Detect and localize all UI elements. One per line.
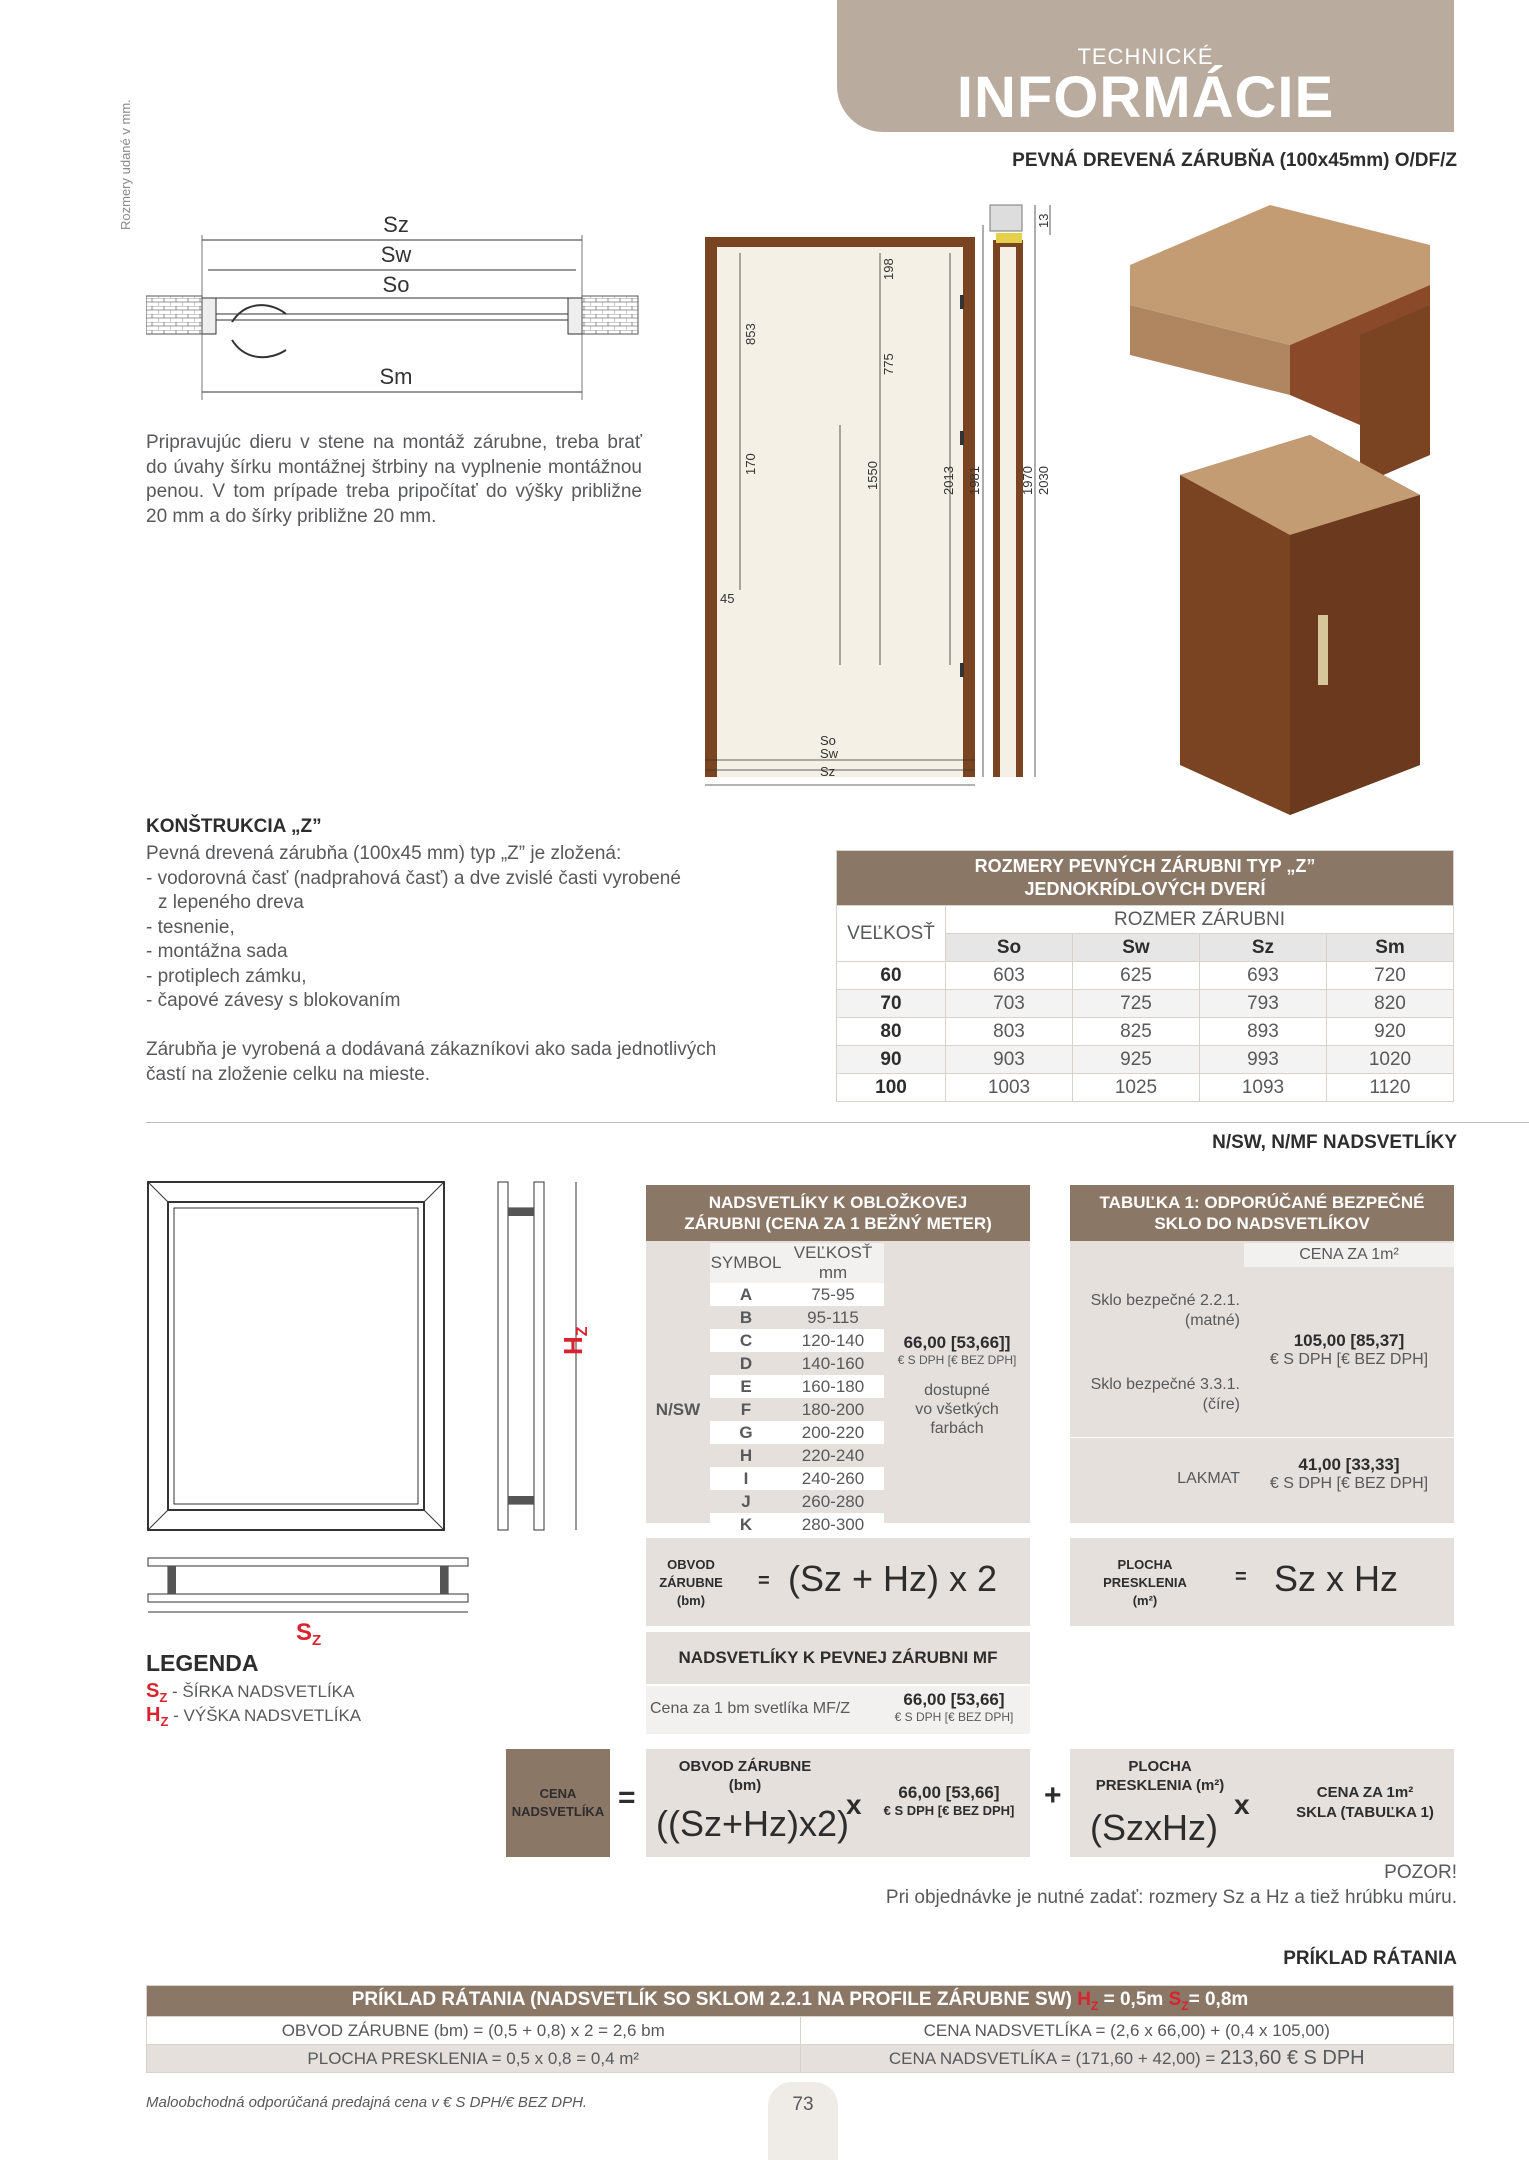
nsw-type: N/SW — [655, 1399, 701, 1419]
plan-so-label: So — [382, 272, 410, 297]
table-row: OBVOD ZÁRUBNE (bm) = (0,5 + 0,8) x 2 = 2,6 bm CENA NADSVETLÍKA = (2,6 x 66,00) + (0,4 x 105,00) — [147, 2017, 1454, 2045]
example-table — [146, 1985, 1454, 2073]
dim-853: 853 — [743, 323, 758, 345]
sz-dim-label: $S_Z$ — [296, 1619, 322, 1649]
plan-drawing — [146, 210, 646, 410]
dims-group-header: ROZMER ZÁRUBNI — [946, 906, 1454, 934]
mf-table — [646, 1632, 1030, 1734]
example-table-title: PRÍKLAD RÁTANIA (NADSVETLÍK SO SKLOM 2.2.1 NA PROFILE ZÁRUBNE SW) $H_Z = 0,5m$ $S_Z= 0,8m$ — [147, 1986, 1454, 2017]
table-row: 70 703 725 793 820 — [837, 990, 1454, 1018]
dim-775: 775 — [881, 353, 896, 375]
dims-col-so: So — [946, 934, 1073, 962]
table-row: K 280-300 — [646, 1513, 1030, 1536]
obl-price: 66,00 [53,66]] — [903, 1333, 1011, 1352]
glass-221: Sklo bezpečné 2.2.1. (matné) — [1090, 1292, 1240, 1329]
plan-sz-label: Sz — [383, 212, 409, 237]
construction-line: Pevná drevená zárubňa (100x45 mm) typ „Z” je zložená: — [146, 843, 622, 864]
dimensions-table — [836, 850, 1454, 1102]
elev-sw-label: Sw — [820, 746, 839, 761]
frame-photo — [1120, 205, 1440, 815]
table-row: J 260-280 — [741, 1491, 865, 1511]
formula-area-expr: (SzxHz) — [1090, 1807, 1218, 1848]
plan-sw-label: Sw — [380, 242, 412, 267]
construction-line: - protiplech zámku, — [146, 965, 307, 987]
product-title: PEVNÁ DREVENÁ ZÁRUBŇA (100x45mm) O/DF/Z — [1012, 150, 1457, 171]
glass-table-title: TABUĽKA 1: ODPORÚČANÉ BEZPEČNÉ SKLO DO NADSVETLÍKOV — [1070, 1185, 1454, 1241]
construction-line: - tesnenie, — [146, 916, 235, 938]
construction-line: častí na zloženie celku na mieste. — [146, 1063, 431, 1085]
obl-price-note: € S DPH [€ BEZ DPH] — [897, 1353, 1017, 1367]
legend-sz: $S_Z$ - ŠÍRKA NADSVETLÍKA — [146, 1680, 355, 1705]
table-row: 90 903 925 993 1020 — [837, 1046, 1454, 1074]
obl-table-title: NADSVETLÍKY K OBLOŽKOVEJ ZÁRUBNI (CENA ZA 1 BEŽNÝ METER) — [646, 1185, 1030, 1241]
dim-13: 13 — [1036, 213, 1051, 228]
table-row: PLOCHA PRESKLENIA = 0,5 x 0,8 = 0,4 m² CENA NADSVETLÍKA = (171,60 + 42,00) = 213,60 € S DPH — [147, 2045, 1454, 2073]
price-formula: CENA NADSVETLÍKA = OBVOD ZÁRUBNE (bm) ((Sz+Hz)x2) x 66,00 [53,66] € S DPH [€ BEZ DPH] + PLOCHA PRESKLENIA (m²) (SzxHz) x CENA ZA 1m² SKLA (TABUĽKA 1) — [506, 1749, 1454, 1857]
formula-glass-price-label: CENA ZA 1m² SKLA (TABUĽKA 1) — [1296, 1784, 1434, 1821]
table-row: A 75-95 — [646, 1283, 1030, 1306]
dims-size-header: VEĽKOSŤ — [837, 906, 946, 962]
order-warning: POZOR! Pri objednávke je nutné zadať: rozmery Sz a Hz a tiež hrúbku múru. — [885, 1862, 1457, 1908]
glass-331: Sklo bezpečné 3.3.1. (číre) — [1090, 1376, 1240, 1413]
table-row: N/SW F 180-200 — [646, 1398, 1030, 1421]
dim-1981: 1981 — [967, 466, 982, 495]
dims-col-sm: Sm — [1326, 934, 1453, 962]
footer-note: Maloobchodná odporúčaná predajná cena v € S DPH/€ BEZ DPH. — [146, 2094, 588, 2111]
dim-2013: 2013 — [941, 466, 956, 495]
dim-1970: 1970 — [1020, 466, 1035, 495]
example-section-title: PRÍKLAD RÁTANIA — [1283, 1948, 1457, 1969]
header-line2: INFORMÁCIE — [956, 65, 1335, 130]
table-row: E 160-180 — [646, 1375, 1030, 1398]
section-transoms-title: N/SW, N/MF NADSVETLÍKY — [1212, 1132, 1457, 1153]
construction-line: - montážna sada — [146, 941, 288, 962]
obl-table — [646, 1185, 1030, 1534]
formula-perimeter-expr: ((Sz+Hz)x2) — [656, 1803, 850, 1844]
dim-2030: 2030 — [1036, 466, 1051, 495]
elev-sz-label: Sz — [820, 764, 836, 779]
construction-line — [146, 1014, 716, 1039]
section-divider — [146, 1122, 1529, 1123]
glass-price-header: CENA ZA 1m² — [1244, 1243, 1454, 1267]
dim-170: 170 — [743, 453, 758, 475]
header-tab — [837, 0, 1454, 132]
elev-so-label: So — [820, 733, 836, 748]
table-row: 80 803 825 893 920 — [837, 1018, 1454, 1046]
obl-availability: dostupné vo všetkých farbách — [915, 1382, 999, 1437]
size-header: VEĽKOSŤ mm — [782, 1243, 884, 1283]
formula-rate: 66,00 [53,66] € S DPH [€ BEZ DPH] — [883, 1783, 1015, 1818]
legend-title: LEGENDA — [146, 1650, 259, 1676]
formula-perimeter: OBVOD ZÁRUBNE (bm) = (Sz + Hz) x 2 — [646, 1538, 1030, 1626]
construction-line: - čapové závesy s blokovaním — [146, 990, 401, 1011]
page-number-tab — [768, 2082, 838, 2160]
dims-col-sw: Sw — [1072, 934, 1199, 962]
page-number: 73 — [792, 2094, 814, 2115]
table-row: H 220-240 — [739, 1445, 865, 1465]
intro-paragraph: Pripravujúc dieru v stene na montáž zárubne, treba brať do úvahy šírku montážnej štrbiny na vyplnenie montážnou penou. V tom prípade treba pripočítať do výšky približne 20 mm a do šírky približne 20 mm. — [146, 432, 642, 527]
perimeter-expression: (Sz + Hz) x 2 — [788, 1558, 998, 1599]
construction-line: - vodorovná časť (nadprahová časť) a dve zvislé časti vyrobené — [146, 867, 681, 889]
table-row: G 200-220 — [646, 1421, 1030, 1444]
plan-sm-label: Sm — [379, 364, 413, 389]
transom-drawing — [146, 1180, 606, 1650]
dim-1550: 1550 — [865, 461, 880, 490]
dim-198: 198 — [881, 258, 896, 280]
table-row: B 95-115 — [739, 1307, 859, 1327]
hz-dim-label: HZ — [558, 1326, 591, 1355]
legend-hz: $H_Z$ - VÝŠKA NADSVETLÍKA — [146, 1704, 362, 1729]
table-row: 100 1003 1025 1093 1120 — [837, 1074, 1454, 1102]
formula-area: PLOCHA PRESKLENIA (m²) = Sz x Hz — [1070, 1538, 1454, 1626]
mf-label: Cena za 1 bm svetlíka MF/Z — [650, 1700, 851, 1717]
obl-price-block — [884, 1333, 1030, 1438]
dims-col-sz: Sz — [1199, 934, 1326, 962]
construction-list — [146, 842, 716, 1087]
construction-line: Zárubňa je vyrobená a dodávaná zákazníkovi ako sada jednotlivých — [146, 1039, 717, 1060]
header-line1: TECHNICKÉ — [1077, 44, 1214, 69]
glass-table — [1070, 1185, 1454, 1523]
units-note: Rozmery udané v mm. — [118, 99, 133, 230]
dim-45: 45 — [720, 591, 735, 606]
construction-line: z lepeného dreva — [158, 892, 304, 913]
construction-title: KONŠTRUKCIA „Z” — [146, 816, 322, 837]
table-row: 60 603 625 693 720 — [837, 962, 1454, 990]
table-row: D 140-160 — [739, 1353, 865, 1373]
symbol-header: SYMBOL — [710, 1243, 782, 1283]
area-expression: Sz x Hz — [1274, 1558, 1399, 1599]
glass-price: 105,00 [85,37] € S DPH [€ BEZ DPH] — [1269, 1331, 1429, 1368]
mf-title: NADSVETLÍKY K PEVNEJ ZÁRUBNI MF — [646, 1632, 1030, 1684]
elevation-drawing — [680, 195, 1080, 795]
dims-table-title: ROZMERY PEVNÝCH ZÁRUBNI TYP „Z” JEDNOKRÍDLOVÝCH DVERÍ — [837, 851, 1454, 906]
table-row: C 120-140 — [646, 1329, 1030, 1352]
table-row: I 240-260 — [646, 1467, 1030, 1490]
formula-price-label: CENA NADSVETLÍKA — [511, 1786, 605, 1819]
lakmat-price: 41,00 [33,33] € S DPH [€ BEZ DPH] — [1269, 1455, 1429, 1492]
mf-price: 66,00 [53,66] € S DPH [€ BEZ DPH] — [894, 1690, 1014, 1724]
lakmat-label: LAKMAT — [1177, 1470, 1240, 1487]
